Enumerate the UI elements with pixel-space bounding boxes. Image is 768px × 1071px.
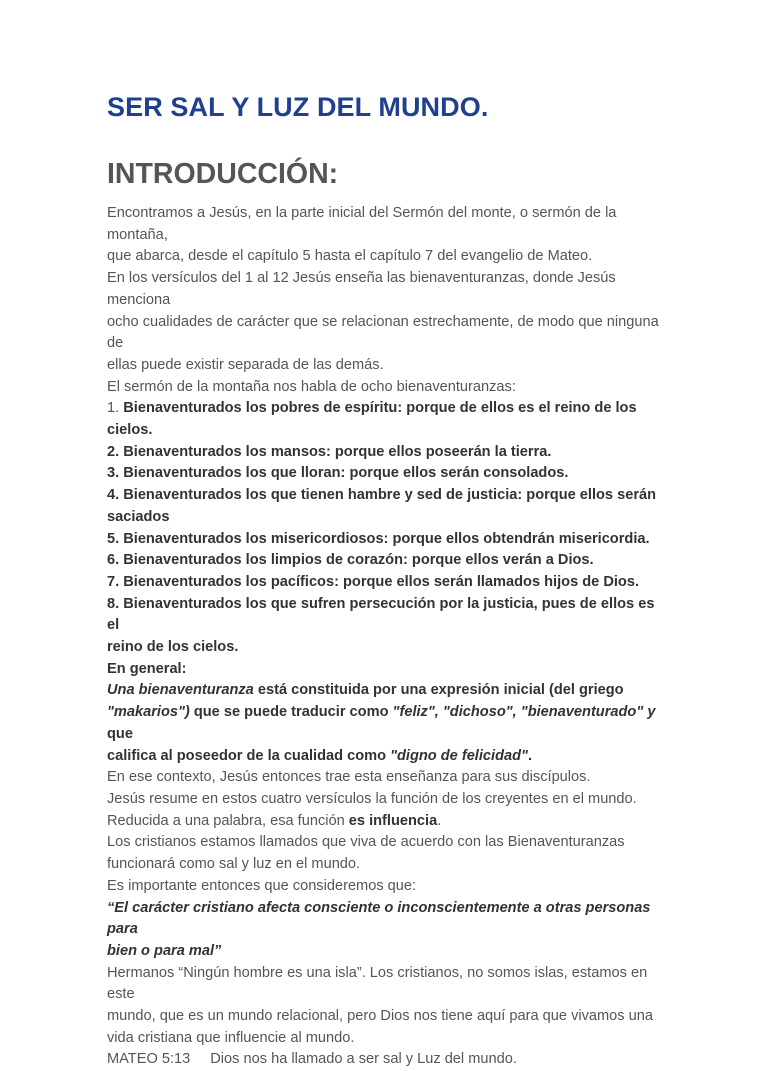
document-body (107, 203, 667, 1071)
general-line-3 (107, 746, 667, 768)
text-line: Hermanos “Ningún hombre es una isla”. Los cristianos, no somos islas, estamos en este (107, 964, 652, 1003)
beatitude-3: 3. Bienaventurados los que lloran: porque ellos serán consolados. (107, 465, 569, 482)
beatitude-text: Bienaventurados los pobres de espíritu: porque de ellos es el reino de los cielos. (107, 400, 641, 439)
quote-line-1: “El carácter cristiano afecta consciente o inconscientemente a otras personas para (107, 899, 655, 938)
text-line: funcionará como sal y luz en el mundo. (107, 856, 361, 873)
italic-phrase: "makarios") (107, 704, 190, 721)
bold-phrase: es influencia (348, 812, 438, 829)
scripture-reference-line (107, 1049, 667, 1071)
text-line: Es importante entonces que consideremos que: (107, 877, 417, 894)
italic-phrase: Una bienaventuranza (107, 682, 254, 699)
text-span: que (107, 704, 660, 742)
beatitude-1 (107, 398, 667, 441)
beatitude-8-cont: reino de los cielos. (107, 639, 239, 656)
text-line: En ese contexto, Jesús entonces trae esta enseñanza para sus discípulos. (107, 769, 591, 786)
quote-line-2: bien o para mal” (107, 942, 222, 959)
text-line: que abarca, desde el capítulo 5 hasta el capítulo 7 del evangelio de Mateo. (107, 248, 593, 265)
beatitude-8: 8. Bienaventurados los que sufren persecución por la justicia, pues de ellos es el (107, 595, 659, 634)
beatitude-4-cont: saciados (107, 508, 170, 525)
section-heading: INTRODUCCIÓN: (107, 158, 339, 190)
beatitude-2: 2. Bienaventurados los mansos: porque ellos poseerán la tierra. (107, 443, 552, 460)
text-line: vida cristiana que influencie al mundo. (107, 1029, 355, 1046)
text-span: Reducida a una palabra, esa función (107, 812, 349, 829)
text-span: . (437, 812, 442, 829)
text-span: califica al poseedor de la cualidad como (107, 747, 391, 764)
scripture-reference: MATEO 5:13 (107, 1051, 191, 1068)
text-line: Los cristianos estamos llamados que viva de acuerdo con las Bienaventuranzas (107, 834, 625, 851)
beatitude-4: 4. Bienaventurados los que tienen hambre y sed de justicia: porque ellos serán (107, 487, 657, 504)
beatitude-number: 1. (107, 400, 124, 417)
text-line: ellas puede existir separada de las demás. (107, 356, 384, 373)
text-line: Encontramos a Jesús, en la parte inicial del Sermón del monte, o sermón de la montaña, (107, 205, 621, 243)
general-line-1 (107, 680, 667, 702)
document-title: SER SAL Y LUZ DEL MUNDO. (107, 92, 489, 122)
italic-phrase: "digno de felicidad" (390, 747, 528, 764)
text-line: Jesús resume en estos cuatro versículos la función de los creyentes en el mundo. (107, 790, 637, 807)
text-line (107, 811, 667, 833)
text-line: ocho cualidades de carácter que se relacionan estrechamente, de modo que ninguna de (107, 313, 663, 352)
beatitude-7: 7. Bienaventurados los pacíficos: porque ellos serán llamados hijos de Dios. (107, 573, 640, 590)
scripture-text: Dios nos ha llamado a ser sal y Luz del mundo. (210, 1051, 517, 1068)
beatitude-5: 5. Bienaventurados los misericordiosos: porque ellos obtendrán misericordia. (107, 530, 650, 547)
text-line: En los versículos del 1 al 12 Jesús enseña las bienaventuranzas, donde Jesús menciona (107, 270, 620, 308)
beatitude-6: 6. Bienaventurados los limpios de corazón: porque ellos verán a Dios. (107, 552, 594, 569)
text-span: que se puede traducir como (189, 704, 393, 721)
general-label: En general: (107, 660, 187, 677)
text-line: mundo, que es un mundo relacional, pero Dios nos tiene aquí para que vivamos una (107, 1008, 653, 1025)
italic-phrase: "feliz", "dichoso", "bienaventurado" y (392, 704, 656, 721)
text-span: está constituida por una expresión inicial (del griego (253, 682, 624, 699)
general-line-2 (107, 702, 667, 745)
text-line: El sermón de la montaña nos habla de ocho bienaventuranzas: (107, 378, 516, 395)
text-span: . (527, 747, 533, 764)
